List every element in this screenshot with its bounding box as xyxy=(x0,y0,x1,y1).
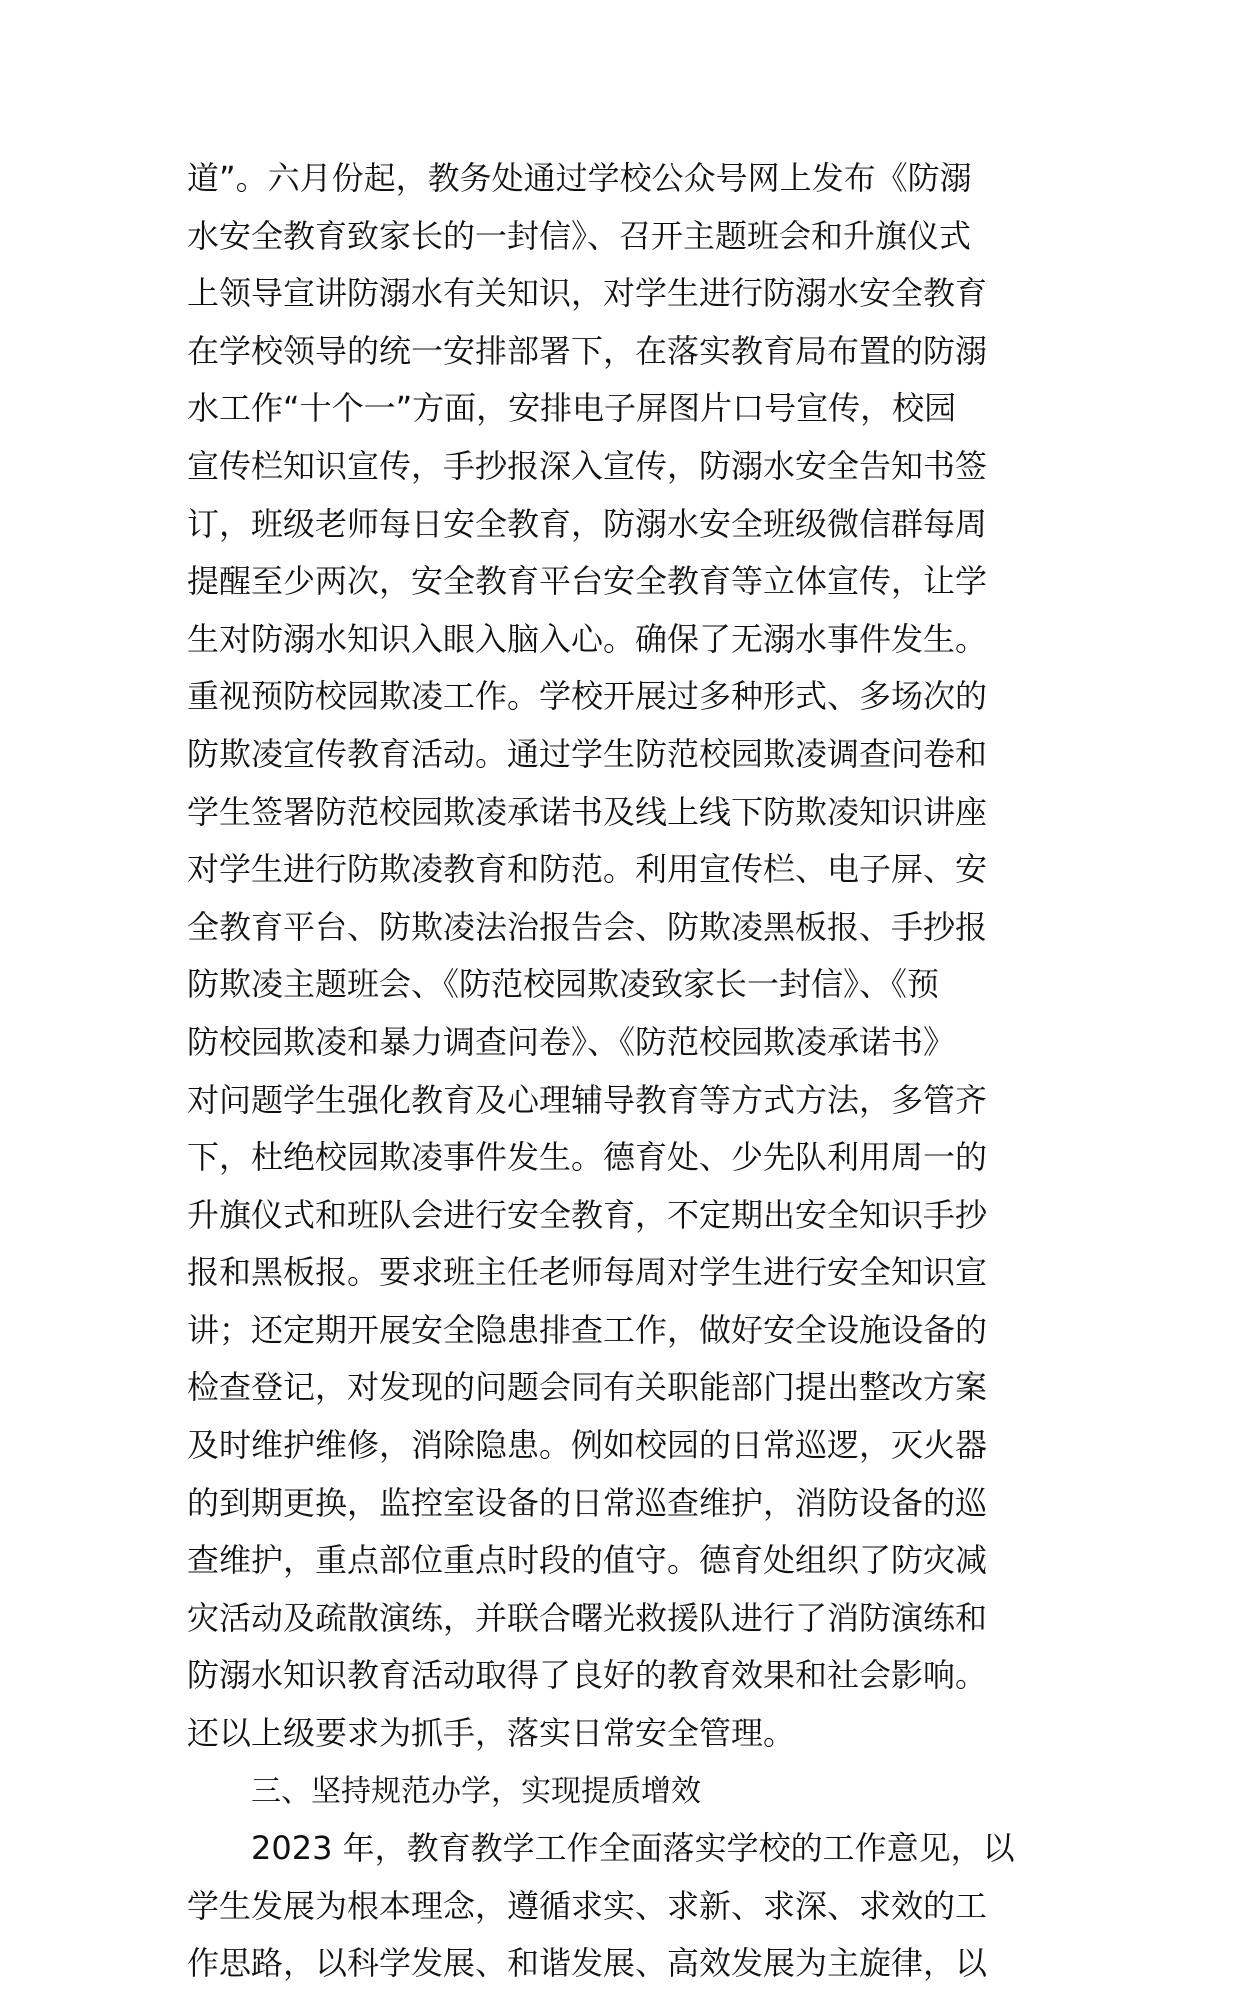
text-line: 道”。六月份起，教务处通过学校公众号网上发布《防溺 xyxy=(187,159,972,197)
text-line: 全教育平台、防欺凌法治报告会、防欺凌黑板报、手抄报 xyxy=(187,907,988,946)
text-line: 学生签署防范校园欺凌承诺书及线上线下防欺凌知识讲座 xyxy=(187,792,988,831)
text-line: 检查登记，对发现的问题会同有关职能部门提出整改方案 xyxy=(187,1368,988,1407)
text-line: 防溺水知识教育活动取得了良好的教育效果和社会影响。 xyxy=(187,1656,988,1695)
text-line: 学生发展为根本理念，遵循求实、求新、求深、求效的工 xyxy=(187,1886,988,1925)
text-line: 生对防溺水知识入眼入脑入心。确保了无溺水事件发生。 xyxy=(187,619,988,658)
text-line: 及时维护维修，消除隐患。例如校园的日常巡逻，灭火器 xyxy=(187,1426,988,1465)
text-line: 对学生进行防欺凌教育和防范。利用宣传栏、电子屏、安 xyxy=(187,850,988,889)
text-line: 2023 年，教育教学工作全面落实学校的工作意见，以 xyxy=(251,1829,1015,1868)
text-line: 讲；还定期开展安全隐患排查工作，做好安全设施设备的 xyxy=(187,1310,988,1349)
text-line: 灾活动及疏散演练，并联合曙光救援队进行了消防演练和 xyxy=(187,1598,988,1637)
text-line: 订，班级老师每日安全教育，防溺水安全班级微信群每周 xyxy=(187,504,988,543)
text-line: 水工作“十个一”方面，安排电子屏图片口号宣传，校园 xyxy=(187,389,957,428)
text-line: 的到期更换，监控室设备的日常巡查维护，消防设备的巡 xyxy=(187,1483,988,1522)
text-line: 下，杜绝校园欺凌事件发生。德育处、少先队利用周一的 xyxy=(187,1138,988,1177)
text-line: 升旗仪式和班队会进行安全教育，不定期出安全知识手抄 xyxy=(187,1195,988,1234)
text-line: 重视预防校园欺凌工作。学校开展过多种形式、多场次的 xyxy=(187,677,988,716)
text-line: 宣传栏知识宣传，手抄报深入宣传，防溺水安全告知书签 xyxy=(187,446,988,485)
body-text xyxy=(187,150,1057,1993)
section-heading: 三、坚持规范办学，实现提质增效 xyxy=(251,1773,701,1809)
text-line: 对问题学生强化教育及心理辅导教育等方式方法，多管齐 xyxy=(187,1080,988,1119)
text-line: 查维护，重点部位重点时段的值守。德育处组织了防灾减 xyxy=(187,1541,988,1580)
text-line: 上领导宣讲防溺水有关知识，对学生进行防溺水安全教育 xyxy=(187,274,988,313)
text-line: 在学校领导的统一安排部署下，在落实教育局布置的防溺 xyxy=(187,331,988,370)
text-line: 作思路，以科学发展、和谐发展、高效发展为主旋律，以 xyxy=(187,1944,988,1983)
text-line: 报和黑板报。要求班主任老师每周对学生进行安全知识宣 xyxy=(187,1253,988,1292)
text-line: 还以上级要求为抓手，落实日常安全管理。 xyxy=(187,1714,796,1753)
text-line: 防校园欺凌和暴力调查问卷》、《防范校园欺凌承诺书》 xyxy=(187,1022,956,1061)
text-line: 水安全教育致家长的一封信》、召开主题班会和升旗仪式 xyxy=(187,216,972,255)
text-line: 防欺凌宣传教育活动。通过学生防范校园欺凌调查问卷和 xyxy=(187,734,988,773)
text-line: 提醒至少两次，安全教育平台安全教育等立体宣传，让学 xyxy=(187,562,988,601)
text-line: 防欺凌主题班会、《防范校园欺凌致家长一封信》、《预 xyxy=(187,965,940,1004)
